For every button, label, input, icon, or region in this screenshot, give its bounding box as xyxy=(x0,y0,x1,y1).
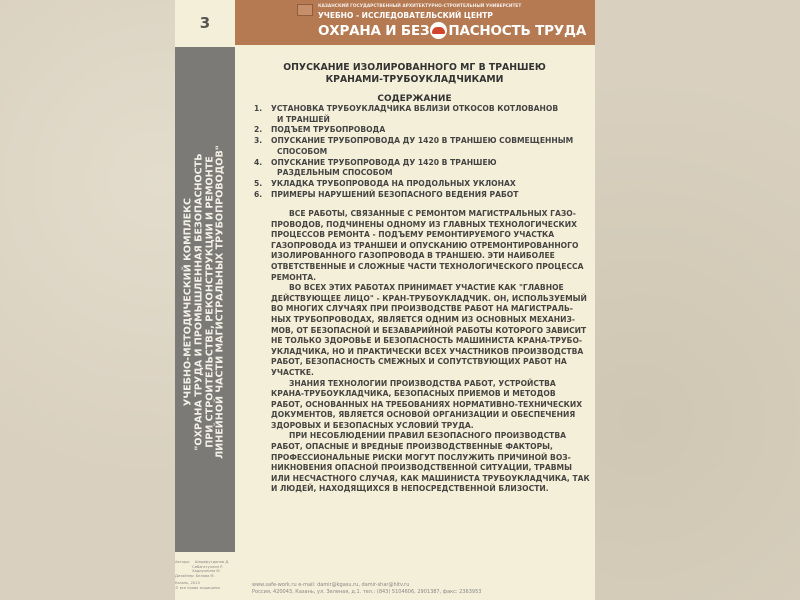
header-banner xyxy=(235,0,595,45)
center-name: УЧЕБНО - ИССЛЕДОВАТЕЛЬСКИЙ ЦЕНТР xyxy=(318,11,493,20)
toc-text: РАЗДЕЛЬНЫМ СПОСОБОМ xyxy=(277,168,393,178)
body-line: РАБОТ, ОСНОВАННЫХ НА ТРЕБОВАНИЯХ НОРМАТИВНО-ТЕХНИЧЕСКИХ xyxy=(271,399,583,409)
toc-text: ОПУСКАНИЕ ТРУБОПРОВОДА ДУ 1420 В ТРАНШЕЮ СОВМЕЩЕННЫМ xyxy=(271,136,574,146)
toc-text: УКЛАДКА ТРУБОПРОВОДА НА ПРОДОЛЬНЫХ УКЛОНАХ xyxy=(271,178,516,188)
university-emblem-icon xyxy=(297,4,313,16)
credit-line: Хадиуллина М. xyxy=(175,569,221,574)
toc-number: 6. xyxy=(254,189,263,199)
toc-item xyxy=(254,190,573,201)
university-name: КАЗАНСКИЙ ГОСУДАРСТВЕННЫЙ АРХИТЕКТУРНО-СТРОИТЕЛЬНЫЙ УНИВЕРСИТЕТ xyxy=(318,4,522,9)
helmet-logo-icon xyxy=(430,22,447,39)
toc-number: 2. xyxy=(254,125,263,135)
body-line: ДОКУМЕНТОВ, ЯВЛЯЕТСЯ ОСНОВОЙ ОРГАНИЗАЦИИ И ОБЕСПЕЧЕНИЯ xyxy=(271,410,576,420)
toc-item xyxy=(254,125,573,136)
toc-item xyxy=(254,158,573,169)
credits xyxy=(175,560,250,591)
brand-title xyxy=(318,22,586,39)
toc-number: 3. xyxy=(254,136,263,146)
body-line: МОВ, ОТ БЕЗОПАСНОЙ И БЕЗАВАРИЙНОЙ РАБОТЫ КОТОРОГО ЗАВИСИТ xyxy=(271,325,587,335)
body-line: ПРОВОДОВ, ПОДЧИНЕНЫ ОДНОМУ ИЗ ГЛАВНЫХ ТЕХНОЛОГИЧЕСКИХ xyxy=(271,219,577,229)
document-page xyxy=(175,0,595,600)
footer-contacts xyxy=(252,582,481,595)
body-line: ГАЗОПРОВОДА ИЗ ТРАНШЕИ И ОПУСКАНИЮ ОТРЕМОНТИРОВАННОГО xyxy=(271,240,579,250)
body-line: РАБОТ, ОПАСНЫЕ И ВРЕДНЫЕ ПРОИЗВОДСТВЕННЫЕ ФАКТОРЫ, xyxy=(271,442,553,452)
toc-item xyxy=(254,104,573,115)
credit-line: © все права защищены xyxy=(175,585,221,590)
title-line: КРАНАМИ-ТРУБОУКЛАДЧИКАМИ xyxy=(325,73,504,85)
body-line: ИЗОЛИРОВАННОГО ГАЗОПРОВОДА В ТРАНШЕЮ. ЭТИ НАИБОЛЕЕ xyxy=(271,251,555,261)
body-line: ВО ВСЕХ ЭТИХ РАБОТАХ ПРИНИМАЕТ УЧАСТИЕ КАК "ГЛАВНОЕ xyxy=(289,283,564,293)
body-line: НИКНОВЕНИЯ ОПАСНОЙ ПРОИЗВОДСТВЕННОЙ СИТУАЦИИ, ТРАВМЫ xyxy=(271,463,572,473)
body-line: ДЕЙСТВУЮЩЕЕ ЛИЦО" - КРАН-ТРУБОУКЛАДЧИК. ОН, ИСПОЛЬЗУЕМЫЙ xyxy=(271,293,587,303)
credit-line: Дизайнер: Белова М. xyxy=(175,573,215,578)
body-line: ВО МНОГИХ СЛУЧАЯХ ПРИ ПРОИЗВОДСТВЕ РАБОТ НА МАГИСТРАЛЬ- xyxy=(271,304,573,314)
footer-address: Россия, 420043, Казань, ул. Зеленая, д.1. тел.: (843) 5104606, 2901387, факс: 2363953 xyxy=(252,588,482,595)
credit-line: Сибагатуллин Р. xyxy=(175,564,224,569)
toc-item xyxy=(254,136,573,147)
toc-item-cont xyxy=(254,115,573,126)
toc-number: 5. xyxy=(254,178,263,188)
body-line: НЫХ ТРУБОПРОВОДАХ, ЯВЛЯЕТСЯ ОДНИМ ИЗ ОСНОВНЫХ МЕХАНИЗ- xyxy=(271,314,576,324)
brand-left: ОХРАНА И БЕЗ xyxy=(318,22,430,39)
sidebar-course-title xyxy=(175,47,235,552)
body-line: И ЛЮДЕЙ, НАХОДЯЩИХСЯ В НЕПОСРЕДСТВЕННОЙ БЛИЗОСТИ. xyxy=(271,484,549,494)
body-line: НЕ ТОЛЬКО ЗДОРОВЬЕ И БЕЗОПАСНОСТЬ МАШИНИСТА КРАНА-ТРУБО- xyxy=(271,336,583,346)
toc-item-cont xyxy=(254,168,573,179)
sidebar-line: УЧЕБНО-МЕТОДИЧЕСКИЙ КОМПЛЕКС xyxy=(182,197,194,407)
page-number: 3 xyxy=(175,0,235,45)
body-line: ЗНАНИЯ ТЕХНОЛОГИИ ПРОИЗВОДСТВА РАБОТ, УСТРОЙСТВА xyxy=(289,378,556,388)
table-of-contents xyxy=(254,104,573,200)
title-line: ОПУСКАНИЕ ИЗОЛИРОВАННОГО МГ В ТРАНШЕЮ xyxy=(283,62,546,73)
toc-text: ПРИМЕРЫ НАРУШЕНИЙ БЕЗОПАСНОГО ВЕДЕНИЯ РАБОТ xyxy=(271,189,519,199)
body-line: ИЛИ НЕСЧАСТНОГО СЛУЧАЯ, КАК МАШИНИСТА ТРУБОУКЛАДЧИКА, ТАК xyxy=(271,473,590,483)
toc-text: ПОДЪЕМ ТРУБОПРОВОДА xyxy=(271,125,386,135)
body-line: КРАНА-ТРУБОУКЛАДЧИКА, БЕЗОПАСНЫХ ПРИЕМОВ И МЕТОДОВ xyxy=(271,389,556,399)
body-line: ЗДОРОВЫХ И БЕЗОПАСНЫХ УСЛОВИЙ ТРУДА. xyxy=(271,420,474,430)
toc-heading: СОДЕРЖАНИЕ xyxy=(377,94,452,104)
toc-number: 1. xyxy=(254,104,263,113)
body-line: ВСЕ РАБОТЫ, СВЯЗАННЫЕ С РЕМОНТОМ МАГИСТРАЛЬНЫХ ГАЗО- xyxy=(289,209,576,218)
footer-web: www.safe-work.ru e-mail: damir@kgasu.ru, damir-shar@hitv.ru xyxy=(252,582,410,588)
body-line: ОТВЕТСТВЕННЫЕ И СЛОЖНЫЕ ЧАСТИ ТЕХНОЛОГИЧЕСКОГО ПРОЦЕССА xyxy=(271,261,584,271)
toc-number: 4. xyxy=(254,157,263,167)
sidebar-line: "ОХРАНА ТРУДА И ПРОМЫШЛЕННАЯ БЕЗОПАСНОСТЬ xyxy=(193,153,205,451)
credit-line: Авторы: Шарафутдинов Д. xyxy=(175,560,230,564)
body-line: УЧАСТКЕ. xyxy=(271,367,314,377)
credit-line: Казань, 2013 xyxy=(175,581,200,586)
brand-right: ПАСНОСТЬ ТРУДА xyxy=(448,22,587,39)
toc-item xyxy=(254,179,573,190)
body-text xyxy=(271,209,590,495)
toc-text: СПОСОБОМ xyxy=(277,146,328,156)
toc-text: ОПУСКАНИЕ ТРУБОПРОВОДА ДУ 1420 В ТРАНШЕЮ xyxy=(271,157,497,167)
body-line: РЕМОНТА. xyxy=(271,272,317,282)
toc-text: И ТРАНШЕЙ xyxy=(277,114,330,124)
body-line: ПРИ НЕСОБЛЮДЕНИИ ПРАВИЛ БЕЗОПАСНОГО ПРОИЗВОДСТВА xyxy=(289,431,566,441)
sidebar-line: ЛИНЕЙНОЙ ЧАСТИ МАГИСТРАЛЬНЫХ ТРУБОПРОВОДОВ" xyxy=(214,145,226,459)
body-line: РАБОТ, БЕЗОПАСНОСТЬ СМЕЖНЫХ И СОПУТСТВУЮЩИХ РАБОТ НА xyxy=(271,357,567,367)
body-line: УКЛАДЧИКА, НО И ПРАКТИЧЕСКИ ВСЕХ УЧАСТНИКОВ ПРОИЗВОДСТВА xyxy=(271,346,584,356)
toc-text: УСТАНОВКА ТРУБОУКЛАДЧИКА ВБЛИЗИ ОТКОСОВ КОТЛОВАНОВ xyxy=(271,104,559,113)
page-title xyxy=(237,62,592,85)
toc-item-cont xyxy=(254,147,573,158)
body-line: ПРОФЕССИОНАЛЬНЫЕ РИСКИ МОГУТ ПОСЛУЖИТЬ ПРИЧИНОЙ ВОЗ- xyxy=(271,452,571,462)
body-line: ПРОЦЕССОВ РЕМОНТА - ПОДЪЕМУ РЕМОНТИРУЕМОГО УЧАСТКА xyxy=(271,230,555,240)
sidebar-line: ПРИ СТРОИТЕЛЬСТВЕ, РЕКОНСТРУКЦИИ И РЕМОНТЕ xyxy=(204,156,215,448)
